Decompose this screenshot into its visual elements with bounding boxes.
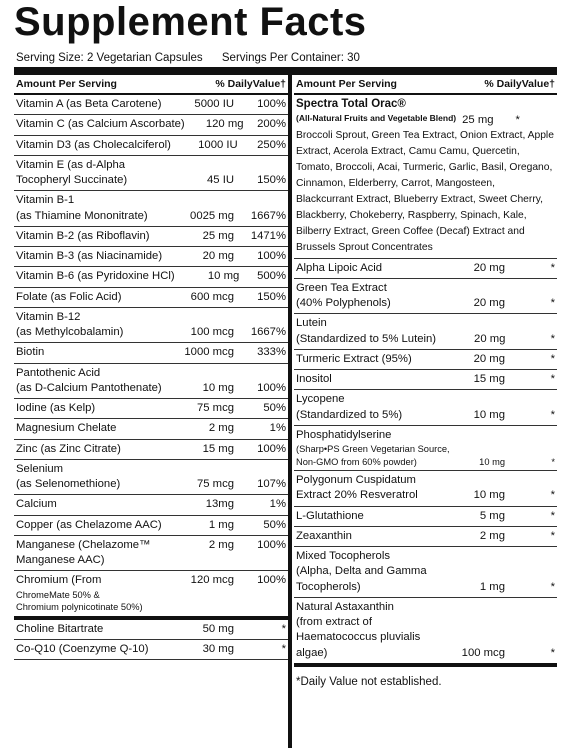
nutrient-amount bbox=[162, 158, 234, 173]
nutrient-name: Vitamin B-6 (as Pyridoxine HCl) bbox=[16, 270, 175, 283]
nutrient-name: Turmeric Extract (95%) bbox=[296, 352, 412, 365]
top-rule-right bbox=[292, 67, 557, 75]
nutrient-row bbox=[14, 227, 288, 247]
nutrient-row bbox=[294, 598, 557, 667]
nutrient-name: Lycopene bbox=[296, 393, 345, 406]
nutrient-name: Vitamin B-12 bbox=[16, 310, 81, 323]
nutrient-name: Vitamin A (as Beta Carotene) bbox=[16, 98, 162, 111]
nutrient-dv: 107% bbox=[257, 478, 286, 491]
nutrient-amount bbox=[162, 601, 234, 614]
nutrient-dv bbox=[511, 443, 555, 456]
nutrient-name: Lutein bbox=[296, 317, 327, 330]
nutrient-line bbox=[296, 580, 555, 595]
nutrient-line bbox=[16, 462, 286, 477]
nutrient-dv: 100% bbox=[257, 538, 286, 551]
nutrient-dv: 1% bbox=[269, 422, 286, 435]
nutrient-line bbox=[296, 549, 555, 564]
nutrient-line bbox=[296, 529, 555, 544]
nutrient-name: Magnesium Chelate bbox=[16, 422, 117, 435]
nutrient-row bbox=[14, 495, 288, 515]
nutrient-dv: 1% bbox=[269, 498, 286, 511]
column-divider bbox=[288, 67, 292, 748]
nutrient-name: Inositol bbox=[296, 373, 332, 386]
nutrient-row bbox=[294, 527, 557, 547]
nutrient-amount bbox=[435, 473, 505, 488]
nutrient-line bbox=[16, 477, 286, 492]
nutrient-row bbox=[14, 536, 288, 572]
nutrient-row bbox=[14, 156, 288, 192]
nutrient-amount: 5000 IU bbox=[194, 98, 234, 111]
nutrient-dv bbox=[505, 473, 555, 488]
nutrient-row bbox=[14, 419, 288, 439]
nutrient-name: Vitamin E (as d-Alpha bbox=[16, 158, 126, 171]
nutrient-amount bbox=[162, 553, 234, 568]
nutrient-name: Copper (as Chelazome AAC) bbox=[16, 518, 162, 531]
nutrient-dv bbox=[234, 310, 286, 325]
nutrient-dv bbox=[505, 428, 555, 443]
nutrient-name: Manganese AAC) bbox=[16, 554, 105, 567]
nutrient-name: Co-Q10 (Coenzyme Q-10) bbox=[16, 643, 149, 656]
nutrient-line bbox=[16, 642, 286, 657]
nutrient-dv: 200% bbox=[257, 118, 286, 131]
nutrient-row bbox=[14, 640, 288, 660]
nutrient-row bbox=[14, 136, 288, 156]
nutrient-row bbox=[294, 350, 557, 370]
nutrient-amount: 25 mg bbox=[202, 229, 234, 242]
nutrient-amount: 45 IU bbox=[206, 174, 234, 187]
nutrient-amount: 75 mcg bbox=[196, 402, 234, 415]
blend-ingredients: Broccoli Sprout, Green Tea Extract, Onion Extract, Apple Extract, Acerola Extract, Camu Camu, Quercetin, Tomato, Broccoli, Acai, Turmeric, Garlic, Basil, Oregano, Cinnamon, Elderberry, Carrot, Mangosteen, Blackcurrant Extract, Blueberry Extract, Sweet Cherry, Blackberry, Chokeberry, Raspberry, Spinach, Kale, Bilberry Extract, Green Coffee (Decaf) Extract and Brussels Sprout Concentrates bbox=[296, 129, 554, 253]
nutrient-line bbox=[16, 401, 286, 416]
serving-size: Serving Size: 2 Vegetarian Capsules bbox=[16, 52, 203, 64]
nutrient-row bbox=[14, 95, 288, 115]
nutrient-name: Pantothenic Acid bbox=[16, 366, 101, 379]
nutrient-row bbox=[14, 460, 288, 496]
nutrient-name: (as Methylcobalamin) bbox=[16, 326, 124, 339]
nutrient-dv: 100% bbox=[257, 574, 286, 587]
nutrient-line bbox=[16, 209, 286, 224]
nutrient-name: Natural Astaxanthin bbox=[296, 600, 394, 613]
dv-header: % DailyValue† bbox=[484, 78, 555, 90]
nutrient-line bbox=[296, 296, 555, 311]
nutrient-amount: 20 mg bbox=[473, 297, 505, 310]
nutrient-name: (from extract of bbox=[296, 616, 372, 629]
nutrient-line bbox=[296, 316, 555, 331]
blend-subtitle: (All-Natural Fruits and Vegetable Blend) bbox=[296, 112, 457, 123]
nutrient-name: Alpha Lipoic Acid bbox=[296, 261, 383, 274]
nutrient-line bbox=[296, 615, 555, 630]
nutrient-name: Phosphatidylserine bbox=[296, 428, 392, 441]
nutrient-line bbox=[296, 509, 555, 524]
nutrient-line bbox=[296, 281, 555, 296]
nutrient-row bbox=[294, 426, 557, 471]
nutrient-line bbox=[296, 488, 555, 503]
nutrient-dv bbox=[505, 316, 555, 331]
nutrient-row bbox=[14, 620, 288, 640]
nutrient-line bbox=[16, 421, 286, 436]
nutrient-name: algae) bbox=[296, 646, 328, 659]
nutrient-amount bbox=[162, 462, 234, 477]
nutrient-line bbox=[16, 553, 286, 568]
nutrient-amount bbox=[162, 193, 234, 208]
nutrient-amount: 100 mcg bbox=[190, 326, 234, 339]
dv-header: % DailyValue† bbox=[215, 78, 286, 90]
nutrient-line bbox=[296, 372, 555, 387]
nutrient-name: Calcium bbox=[16, 498, 57, 511]
nutrient-amount: 10 mg bbox=[479, 456, 505, 467]
nutrient-amount: 50 mg bbox=[202, 622, 234, 635]
spectra-blend bbox=[294, 95, 557, 258]
nutrient-dv: 50% bbox=[263, 402, 286, 415]
nutrient-name: Vitamin B-2 (as Riboflavin) bbox=[16, 229, 150, 242]
nutrient-row bbox=[14, 247, 288, 267]
nutrient-dv bbox=[234, 601, 286, 614]
nutrient-dv: * bbox=[550, 646, 555, 659]
blend-title: Spectra Total Orac® bbox=[296, 98, 406, 111]
nutrient-name: Chromium (From bbox=[16, 574, 102, 587]
nutrient-dv: * bbox=[551, 456, 555, 467]
nutrient-dv bbox=[505, 615, 555, 630]
nutrient-name: Vitamin C (as Calcium Ascorbate) bbox=[16, 118, 185, 131]
nutrient-row bbox=[14, 399, 288, 419]
nutrient-dv: 100% bbox=[257, 381, 286, 394]
nutrient-name: (as Thiamine Mononitrate) bbox=[16, 209, 148, 222]
nutrient-name: Vitamin B-1 bbox=[16, 194, 75, 207]
nutrient-line bbox=[16, 249, 286, 264]
nutrient-row bbox=[14, 115, 288, 135]
nutrient-amount bbox=[435, 615, 505, 630]
nutrient-line bbox=[16, 601, 286, 614]
nutrient-row bbox=[294, 471, 557, 507]
nutrient-amount bbox=[435, 600, 505, 615]
nutrient-amount: 13mg bbox=[205, 498, 234, 511]
nutrient-row bbox=[294, 547, 557, 598]
nutrient-amount bbox=[435, 281, 505, 296]
nutrient-amount: 1000 IU bbox=[198, 138, 238, 151]
nutrient-dv: * bbox=[550, 373, 555, 386]
nutrient-line bbox=[16, 97, 286, 112]
nutrient-name: Biotin bbox=[16, 346, 45, 359]
nutrient-dv bbox=[234, 158, 286, 173]
nutrient-amount: 15 mg bbox=[202, 442, 234, 455]
nutrient-dv: * bbox=[550, 408, 555, 421]
nutrient-row bbox=[14, 364, 288, 400]
nutrient-line bbox=[16, 290, 286, 305]
nutrient-name: (Standardized to 5% Lutein) bbox=[296, 332, 437, 345]
nutrient-row bbox=[14, 343, 288, 363]
nutrient-line bbox=[296, 428, 555, 443]
nutrient-name: ChromeMate 50% & bbox=[16, 589, 100, 600]
nutrient-name: Zeaxanthin bbox=[296, 529, 352, 542]
nutrient-row bbox=[294, 314, 557, 350]
nutrient-row bbox=[294, 390, 557, 426]
nutrient-line bbox=[296, 261, 555, 276]
right-column bbox=[294, 75, 557, 698]
nutrient-line bbox=[16, 381, 286, 396]
nutrient-amount: 75 mcg bbox=[196, 478, 234, 491]
blend-subline bbox=[296, 113, 555, 128]
nutrient-amount: 10 mg bbox=[473, 408, 505, 421]
nutrient-amount: 1 mg bbox=[208, 518, 234, 531]
nutrient-amount: 20 mg bbox=[202, 250, 235, 263]
nutrient-row bbox=[294, 507, 557, 527]
nutrient-name: Tocopheryl Succinate) bbox=[16, 174, 128, 187]
nutrient-dv: 333% bbox=[257, 346, 286, 359]
nutrient-name: Folate (as Folic Acid) bbox=[16, 290, 122, 303]
nutrient-dv: 100% bbox=[257, 442, 286, 455]
nutrient-line bbox=[296, 392, 555, 407]
nutrient-line bbox=[16, 538, 286, 553]
nutrient-line bbox=[16, 193, 286, 208]
nutrient-amount bbox=[435, 549, 505, 564]
top-rule-left bbox=[14, 67, 288, 75]
nutrient-dv bbox=[505, 392, 555, 407]
footnote: *Daily Value not established. bbox=[296, 675, 442, 688]
nutrient-name: (Standardized to 5%) bbox=[296, 408, 403, 421]
nutrient-dv: 150% bbox=[257, 290, 286, 303]
nutrient-dv bbox=[234, 366, 286, 381]
nutrient-name: Green Tea Extract bbox=[296, 281, 387, 294]
nutrient-dv bbox=[234, 589, 286, 602]
nutrient-name: L-Glutathione bbox=[296, 509, 364, 522]
nutrient-amount: 2 mg bbox=[208, 422, 234, 435]
nutrient-name: Vitamin D3 (as Cholecalciferol) bbox=[16, 138, 171, 151]
nutrient-dv: 100% bbox=[257, 98, 286, 111]
nutrient-row bbox=[14, 191, 288, 227]
nutrient-dv: * bbox=[550, 352, 555, 365]
nutrient-row bbox=[14, 267, 288, 287]
nutrient-dv: * bbox=[550, 509, 555, 522]
nutrient-line bbox=[16, 173, 286, 188]
nutrient-dv bbox=[505, 564, 555, 579]
nutrient-amount: 0025 mg bbox=[190, 209, 234, 222]
nutrient-amount: 2 mg bbox=[208, 538, 234, 551]
nutrient-dv: 100% bbox=[257, 250, 286, 263]
nutrient-name: Chromium polynicotinate 50%) bbox=[16, 602, 143, 613]
nutrient-dv: * bbox=[550, 297, 555, 310]
nutrient-line bbox=[16, 497, 286, 512]
nutrient-name: Choline Bitartrate bbox=[16, 622, 104, 635]
column-header bbox=[294, 75, 557, 95]
nutrient-amount: 20 mg bbox=[474, 332, 506, 345]
nutrient-line bbox=[16, 310, 286, 325]
nutrient-row bbox=[14, 571, 288, 619]
nutrient-name: (as D-Calcium Pantothenate) bbox=[16, 381, 162, 394]
nutrient-line bbox=[296, 630, 555, 645]
nutrient-line bbox=[296, 408, 555, 423]
left-column bbox=[14, 75, 288, 660]
nutrient-amount: 20 mg bbox=[473, 261, 505, 274]
nutrient-amount: 30 mg bbox=[202, 643, 234, 656]
amount-header: Amount Per Serving bbox=[296, 78, 397, 90]
nutrient-row bbox=[14, 288, 288, 308]
nutrient-amount: 10 mg bbox=[207, 270, 240, 283]
nutrient-amount bbox=[435, 316, 505, 331]
nutrient-name: (Alpha, Delta and Gamma bbox=[296, 565, 427, 578]
nutrient-line bbox=[16, 229, 286, 244]
amount-header: Amount Per Serving bbox=[16, 78, 117, 90]
nutrient-line bbox=[16, 573, 286, 588]
nutrient-line bbox=[296, 600, 555, 615]
nutrient-name: Iodine (as Kelp) bbox=[16, 402, 96, 415]
nutrient-amount: 1000 mcg bbox=[184, 346, 234, 359]
nutrient-amount: 600 mcg bbox=[190, 290, 234, 303]
nutrient-line bbox=[16, 589, 286, 602]
nutrient-dv: 250% bbox=[257, 138, 286, 151]
nutrient-dv bbox=[505, 630, 555, 645]
nutrient-amount bbox=[162, 366, 234, 381]
nutrient-amount bbox=[162, 310, 234, 325]
nutrient-name: (Sharp•PS Green Vegetarian Source, bbox=[296, 444, 450, 455]
nutrient-dv bbox=[234, 193, 286, 208]
nutrient-name: Vitamin B-3 (as Niacinamide) bbox=[16, 250, 163, 263]
nutrient-amount: 10 mg bbox=[473, 489, 505, 502]
nutrient-amount: 100 mcg bbox=[461, 646, 505, 659]
page-title: Supplement Facts bbox=[14, 0, 367, 44]
nutrient-dv: 1667% bbox=[250, 326, 286, 339]
nutrient-row bbox=[294, 259, 557, 279]
blend-dv: * bbox=[515, 113, 520, 126]
nutrient-amount: 1 mg bbox=[479, 580, 505, 593]
nutrient-amount bbox=[450, 443, 511, 456]
nutrient-row bbox=[14, 516, 288, 536]
nutrient-amount: 120 mcg bbox=[190, 574, 234, 587]
nutrient-amount bbox=[435, 630, 505, 645]
nutrient-dv bbox=[505, 600, 555, 615]
nutrient-line bbox=[296, 646, 555, 661]
nutrient-line bbox=[16, 442, 286, 457]
nutrient-line bbox=[16, 269, 286, 284]
serving-info bbox=[16, 52, 376, 64]
nutrient-dv: 1471% bbox=[250, 229, 286, 242]
nutrient-name: Manganese (Chelazome™ bbox=[16, 538, 151, 551]
nutrient-amount: 2 mg bbox=[479, 529, 505, 542]
nutrient-dv: 500% bbox=[257, 270, 286, 283]
nutrient-amount: 15 mg bbox=[473, 373, 505, 386]
nutrient-dv: * bbox=[550, 261, 555, 274]
nutrient-amount bbox=[435, 564, 505, 579]
nutrient-name: Tocopherols) bbox=[296, 580, 361, 593]
nutrient-dv: * bbox=[550, 489, 555, 502]
nutrient-line bbox=[16, 158, 286, 173]
nutrient-dv: * bbox=[550, 580, 555, 593]
nutrient-dv bbox=[234, 462, 286, 477]
nutrient-name: Mixed Tocopherols bbox=[296, 550, 390, 563]
nutrient-row bbox=[294, 370, 557, 390]
nutrient-dv bbox=[505, 549, 555, 564]
nutrient-name: Haematococcus pluvialis bbox=[296, 631, 421, 644]
nutrient-line bbox=[296, 564, 555, 579]
nutrient-line bbox=[16, 518, 286, 533]
nutrient-line bbox=[296, 443, 555, 456]
nutrient-line bbox=[16, 345, 286, 360]
nutrient-name: (as Selenomethione) bbox=[16, 478, 121, 491]
nutrient-dv: * bbox=[550, 529, 555, 542]
nutrient-line bbox=[296, 332, 555, 347]
nutrient-dv: * bbox=[281, 643, 286, 656]
nutrient-line bbox=[16, 117, 286, 132]
nutrient-dv: 1667% bbox=[250, 209, 286, 222]
servings-per-container: Servings Per Container: 30 bbox=[221, 52, 360, 64]
nutrient-dv: * bbox=[281, 622, 286, 635]
nutrient-line bbox=[296, 352, 555, 367]
nutrient-name: Non-GMO from 60% powder) bbox=[296, 456, 417, 467]
nutrient-dv bbox=[505, 281, 555, 296]
nutrient-name: Zinc (as Zinc Citrate) bbox=[16, 442, 121, 455]
nutrient-name: Extract 20% Resveratrol bbox=[296, 489, 418, 502]
nutrient-dv: 50% bbox=[263, 518, 286, 531]
nutrient-amount: 5 mg bbox=[479, 509, 505, 522]
nutrient-line bbox=[296, 456, 555, 469]
nutrient-dv: 150% bbox=[257, 174, 286, 187]
nutrient-name: Polygonum Cuspidatum bbox=[296, 474, 416, 487]
nutrient-amount: 120 mg bbox=[205, 118, 244, 131]
nutrient-row bbox=[294, 279, 557, 315]
nutrient-row bbox=[14, 308, 288, 344]
nutrient-dv: * bbox=[550, 332, 555, 345]
nutrient-amount bbox=[162, 589, 234, 602]
column-header bbox=[14, 75, 288, 95]
nutrient-line bbox=[16, 138, 286, 153]
nutrient-amount: 20 mg bbox=[473, 352, 505, 365]
nutrient-line bbox=[16, 366, 286, 381]
nutrient-dv bbox=[234, 553, 286, 568]
nutrient-line bbox=[16, 325, 286, 340]
nutrient-row bbox=[14, 440, 288, 460]
nutrient-line bbox=[296, 473, 555, 488]
nutrient-amount bbox=[435, 392, 505, 407]
nutrient-line bbox=[16, 622, 286, 637]
nutrient-name: Selenium bbox=[16, 462, 64, 475]
nutrient-name: (40% Polyphenols) bbox=[296, 297, 391, 310]
blend-amount: 25 mg bbox=[462, 113, 494, 126]
nutrient-amount: 10 mg bbox=[202, 381, 234, 394]
nutrient-amount bbox=[435, 428, 505, 443]
